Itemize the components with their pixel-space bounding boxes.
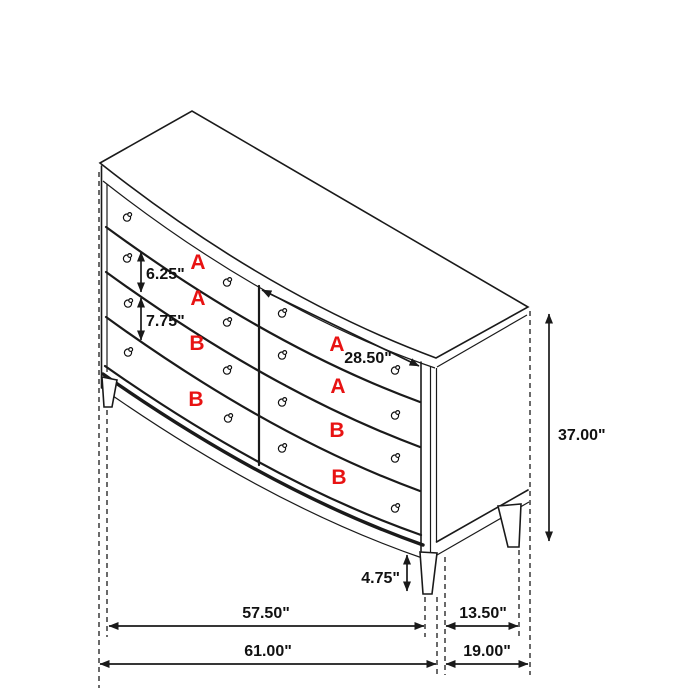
drawer-label-left-2: A <box>190 287 206 310</box>
dim-label-overall-height: 37.00" <box>558 427 606 444</box>
drawer-label-right-4: B <box>331 466 347 489</box>
dim-label-drawer-width: 28.50" <box>344 350 392 367</box>
dim-label-front-width: 57.50" <box>242 605 290 622</box>
dim-label-drawer-b-height: 7.75" <box>146 313 185 330</box>
dim-label-side-depth: 13.50" <box>459 605 507 622</box>
dim-label-overall-depth: 19.00" <box>463 643 511 660</box>
drawer-label-left-4: B <box>188 388 204 411</box>
drawer-label-right-2: A <box>330 375 346 398</box>
drawer-label-left-3: B <box>189 332 205 355</box>
drawer-label-right-1: A <box>329 333 345 356</box>
dim-label-drawer-a-height: 6.25" <box>146 266 185 283</box>
drawer-label-left-1: A <box>190 251 206 274</box>
dim-label-leg-height: 4.75" <box>361 570 400 587</box>
dim-label-overall-width: 61.00" <box>244 643 292 660</box>
drawer-label-right-3: B <box>329 419 345 442</box>
